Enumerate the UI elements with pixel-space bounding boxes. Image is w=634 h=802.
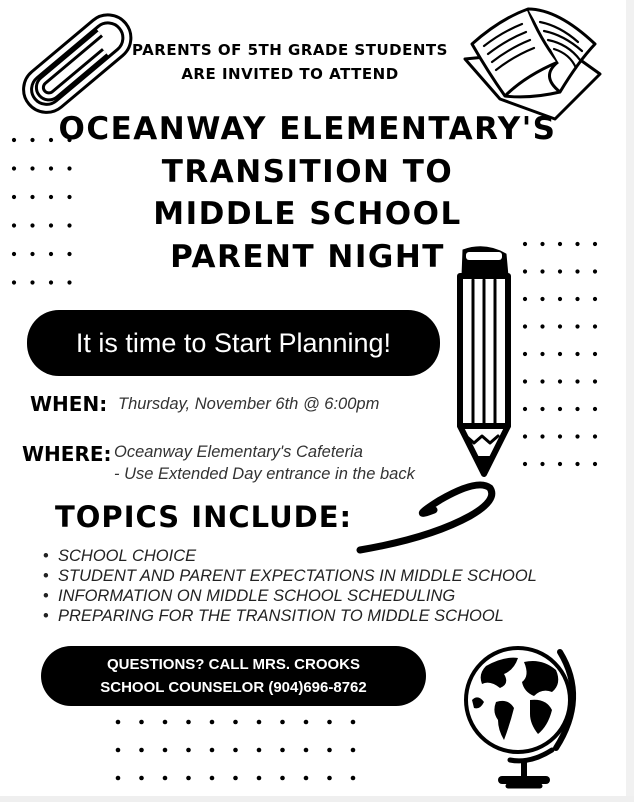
decor-dot — [558, 324, 562, 328]
decor-dot — [593, 297, 597, 301]
decor-dot — [540, 352, 544, 356]
decor-dot — [327, 748, 332, 753]
decor-dot — [12, 166, 16, 170]
decor-dot — [257, 720, 262, 725]
decor-dot — [351, 720, 356, 725]
decor-dot — [139, 720, 144, 725]
decor-dot — [233, 720, 238, 725]
decor-dot — [304, 748, 309, 753]
decor-dot — [575, 269, 579, 273]
decor-dot — [558, 379, 562, 383]
topics-heading: TOPICS INCLUDE: — [55, 500, 353, 534]
decor-dot — [575, 379, 579, 383]
decor-dot — [540, 462, 544, 466]
where-line-1: Oceanway Elementary's Cafeteria — [114, 443, 363, 461]
decor-dot — [30, 166, 34, 170]
contact-line-1: QUESTIONS? CALL MRS. CROOKS — [106, 656, 361, 673]
decor-dot — [558, 297, 562, 301]
where-value — [114, 441, 415, 485]
decor-dot — [12, 195, 16, 199]
title-line-2: TRANSITION TO — [161, 153, 454, 190]
decor-dot — [575, 434, 579, 438]
decor-dot — [327, 720, 332, 725]
decor-dot — [593, 324, 597, 328]
decor-dot — [523, 462, 527, 466]
invitation-text — [110, 38, 470, 86]
decor-dot — [12, 138, 16, 142]
decor-dot — [593, 407, 597, 411]
decor-dot — [280, 720, 285, 725]
decor-dot — [163, 748, 168, 753]
invite-line-2: ARE INVITED TO ATTEND — [181, 65, 399, 83]
decor-dot — [257, 748, 262, 753]
decor-dot — [280, 776, 285, 781]
decor-dot — [49, 280, 53, 284]
decor-dot — [116, 748, 121, 753]
decor-dot — [163, 720, 168, 725]
decor-dot — [12, 223, 16, 227]
decor-dot — [540, 297, 544, 301]
topics-list — [41, 546, 537, 626]
decor-dot — [558, 462, 562, 466]
decor-dot — [593, 462, 597, 466]
decor-dot — [139, 748, 144, 753]
decor-dot — [593, 242, 597, 246]
decor-dot — [523, 379, 527, 383]
decor-dot — [523, 324, 527, 328]
decor-dot — [593, 269, 597, 273]
decor-dot — [304, 720, 309, 725]
decor-dot — [558, 407, 562, 411]
decor-dot — [280, 748, 285, 753]
decor-dot — [351, 776, 356, 781]
decor-dot — [210, 776, 215, 781]
decor-dot — [593, 434, 597, 438]
decor-dot — [575, 462, 579, 466]
decor-dot — [575, 352, 579, 356]
topic-item: • INFORMATION ON MIDDLE SCHOOL SCHEDULING — [41, 586, 537, 606]
when-label: WHEN: — [30, 392, 108, 416]
decor-dot — [186, 748, 191, 753]
decor-dot — [575, 324, 579, 328]
decor-dot — [210, 720, 215, 725]
decor-dot — [351, 748, 356, 753]
contact-banner — [41, 646, 426, 706]
globe-icon — [460, 640, 585, 790]
decor-dot — [30, 138, 34, 142]
decor-dot — [304, 776, 309, 781]
decor-dot — [540, 324, 544, 328]
title-line-4: PARENT NIGHT — [170, 238, 445, 275]
decor-dot — [116, 720, 121, 725]
contact-line-2: SCHOOL COUNSELOR (904)696-8762 — [100, 679, 367, 696]
topic-item: • PREPARING FOR THE TRANSITION TO MIDDLE SCHOOL — [41, 606, 537, 626]
decor-dot — [540, 379, 544, 383]
decor-dot — [523, 352, 527, 356]
invite-line-1: PARENTS OF 5TH GRADE STUDENTS — [132, 41, 448, 59]
decor-dot — [30, 280, 34, 284]
page-edge-bottom — [0, 796, 634, 802]
decor-dot — [558, 352, 562, 356]
topic-item: • SCHOOL CHOICE — [41, 546, 537, 566]
decor-dot — [186, 776, 191, 781]
decor-dot — [593, 352, 597, 356]
decor-dot — [233, 776, 238, 781]
planning-banner: It is time to Start Planning! — [27, 310, 440, 376]
where-line-2: - Use Extended Day entrance in the back — [114, 465, 415, 483]
decor-dot — [540, 434, 544, 438]
page-edge-right — [626, 0, 634, 802]
decor-dot — [12, 280, 16, 284]
when-value: Thursday, November 6th @ 6:00pm — [118, 395, 380, 413]
decor-dot — [575, 242, 579, 246]
decor-dot — [233, 748, 238, 753]
decor-dot — [163, 776, 168, 781]
decor-dot — [523, 297, 527, 301]
decor-dot — [575, 407, 579, 411]
event-title — [40, 108, 575, 278]
decor-dot — [30, 252, 34, 256]
decor-dot — [12, 252, 16, 256]
topic-item: • STUDENT AND PARENT EXPECTATIONS IN MIDDLE SCHOOL — [41, 566, 537, 586]
decor-dot — [30, 223, 34, 227]
decor-dot — [67, 280, 71, 284]
decor-dot — [139, 776, 144, 781]
decor-dot — [327, 776, 332, 781]
decor-dot — [210, 748, 215, 753]
decor-dot — [186, 720, 191, 725]
decor-dot — [523, 434, 527, 438]
decor-dot — [523, 407, 527, 411]
decor-dot — [116, 776, 121, 781]
title-line-3: MIDDLE SCHOOL — [153, 196, 462, 232]
decor-dot — [593, 379, 597, 383]
decor-dot — [30, 195, 34, 199]
decor-dot — [540, 407, 544, 411]
decor-dot — [257, 776, 262, 781]
where-label: WHERE: — [22, 442, 112, 466]
title-line-1: OCEANWAY ELEMENTARY'S — [58, 111, 557, 147]
decor-dot — [575, 297, 579, 301]
decor-dot — [558, 434, 562, 438]
